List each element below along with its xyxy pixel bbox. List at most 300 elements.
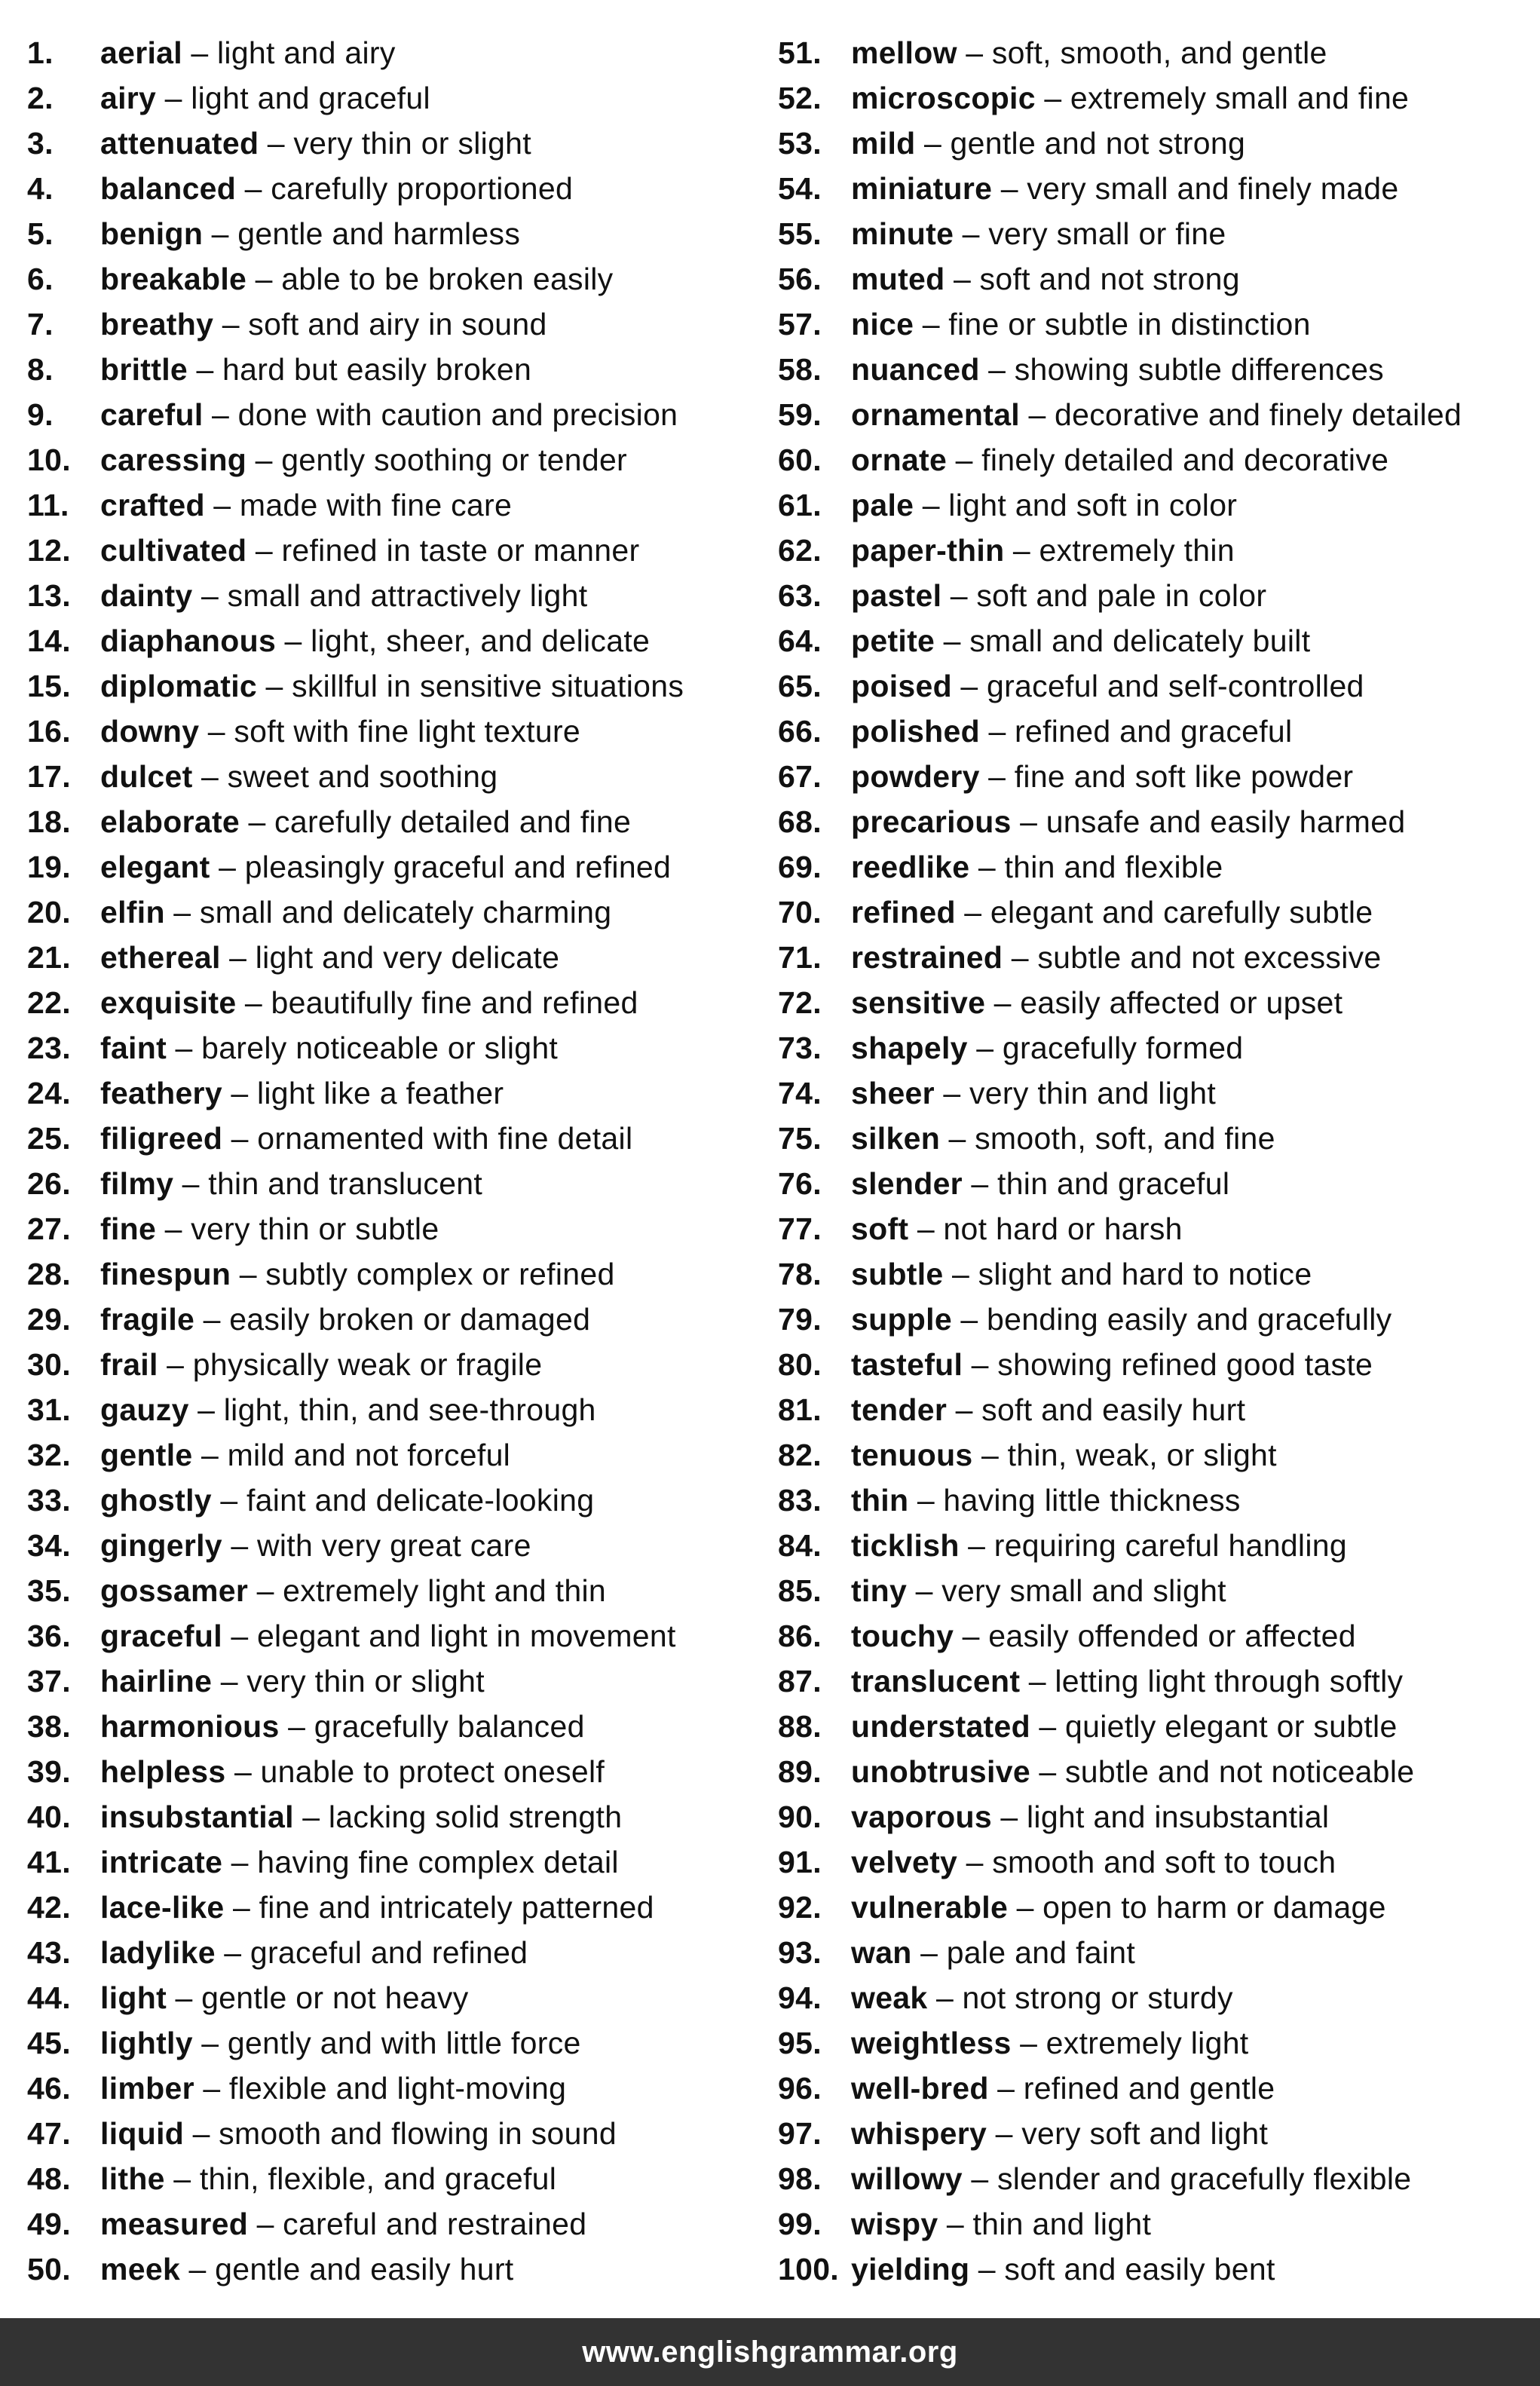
item-separator: – xyxy=(244,985,263,1020)
item-separator: – xyxy=(164,81,182,115)
item-separator: – xyxy=(255,443,273,477)
item-word: reedlike xyxy=(851,850,970,884)
item-number: 39. xyxy=(27,1754,71,1789)
item-number: 78. xyxy=(778,1257,822,1291)
item-number: 23. xyxy=(27,1031,71,1065)
item-separator: – xyxy=(239,1257,257,1291)
item-word: gossamer xyxy=(100,1573,249,1608)
item-definition: very small and finely made xyxy=(1027,171,1399,206)
item-number: 19. xyxy=(27,850,71,884)
list-item xyxy=(778,844,1532,890)
item-word: powdery xyxy=(851,759,980,794)
item-definition: barely noticeable or slight xyxy=(201,1031,559,1065)
list-item xyxy=(778,121,1532,166)
item-separator: – xyxy=(922,488,940,522)
list-item xyxy=(27,166,758,211)
item-separator: – xyxy=(182,1166,200,1201)
item-number: 90. xyxy=(778,1799,822,1834)
item-word: mild xyxy=(851,126,916,161)
item-word: translucent xyxy=(851,1664,1021,1698)
item-definition: letting light through softly xyxy=(1055,1664,1404,1698)
item-number: 46. xyxy=(27,2071,71,2106)
item-definition: showing subtle differences xyxy=(1014,352,1384,387)
item-definition: hard but easily broken xyxy=(222,352,532,387)
list-item xyxy=(27,437,758,482)
list-item xyxy=(778,1478,1532,1523)
item-definition: gently and with little force xyxy=(227,2026,581,2060)
item-word: limber xyxy=(100,2071,194,2106)
item-number: 56. xyxy=(778,262,822,296)
item-word: well-bred xyxy=(851,2071,989,2106)
item-definition: thin and graceful xyxy=(997,1166,1230,1201)
item-number: 82. xyxy=(778,1438,822,1472)
item-definition: elegant and carefully subtle xyxy=(990,895,1373,930)
item-number: 76. xyxy=(778,1166,822,1201)
item-definition: showing refined good taste xyxy=(997,1347,1373,1382)
item-separator: – xyxy=(231,1121,249,1156)
item-word: light xyxy=(100,1980,167,2015)
list-item xyxy=(27,121,758,166)
list-item xyxy=(27,1432,758,1478)
item-definition: quietly elegant or subtle xyxy=(1065,1709,1398,1744)
item-word: dulcet xyxy=(100,759,193,794)
item-separator: – xyxy=(976,1031,994,1065)
item-number: 59. xyxy=(778,397,822,432)
item-definition: unable to protect oneself xyxy=(260,1754,605,1789)
list-item xyxy=(778,2156,1532,2201)
item-separator: – xyxy=(915,1573,933,1608)
item-word: poised xyxy=(851,669,952,703)
list-item xyxy=(778,1839,1532,1885)
item-number: 55. xyxy=(778,216,822,251)
item-definition: lacking solid strength xyxy=(328,1799,623,1834)
item-word: frail xyxy=(100,1347,158,1382)
item-separator: – xyxy=(1039,1754,1057,1789)
item-number: 30. xyxy=(27,1347,71,1382)
item-number: 38. xyxy=(27,1709,71,1744)
item-definition: easily broken or damaged xyxy=(229,1302,591,1337)
item-definition: fine and intricately patterned xyxy=(259,1890,654,1925)
list-item xyxy=(27,799,758,844)
item-word: airy xyxy=(100,81,157,115)
item-definition: beautifully fine and refined xyxy=(271,985,638,1020)
item-separator: – xyxy=(1012,533,1031,568)
item-separator: – xyxy=(224,1935,242,1970)
list-item xyxy=(27,482,758,528)
item-word: graceful xyxy=(100,1619,222,1653)
item-definition: soft and easily hurt xyxy=(981,1392,1246,1427)
item-separator: – xyxy=(201,759,219,794)
item-number: 47. xyxy=(27,2116,71,2151)
item-definition: light and very delicate xyxy=(255,940,560,975)
list-item xyxy=(778,1975,1532,2020)
item-number: 84. xyxy=(778,1528,822,1563)
item-word: benign xyxy=(100,216,204,251)
item-word: precarious xyxy=(851,804,1012,839)
list-item xyxy=(778,211,1532,256)
item-number: 2. xyxy=(27,81,54,115)
item-word: balanced xyxy=(100,171,237,206)
item-number: 93. xyxy=(778,1935,822,1970)
item-definition: very thin or slight xyxy=(293,126,531,161)
item-separator: – xyxy=(173,2161,191,2196)
list-item xyxy=(27,2201,758,2247)
item-word: understated xyxy=(851,1709,1030,1744)
item-number: 10. xyxy=(27,443,71,477)
list-item xyxy=(27,1568,758,1613)
item-word: thin xyxy=(851,1483,909,1518)
item-definition: fine and soft like powder xyxy=(1014,759,1354,794)
list-item xyxy=(778,1342,1532,1387)
item-word: whispery xyxy=(851,2116,987,2151)
item-separator: – xyxy=(196,352,214,387)
list-item xyxy=(778,2111,1532,2156)
item-definition: subtly complex or refined xyxy=(265,1257,615,1291)
item-definition: extremely thin xyxy=(1039,533,1235,568)
item-word: vaporous xyxy=(851,1799,992,1834)
item-word: mellow xyxy=(851,35,957,70)
item-separator: – xyxy=(1044,81,1062,115)
item-word: faint xyxy=(100,1031,167,1065)
item-number: 57. xyxy=(778,307,822,342)
item-definition: graceful and refined xyxy=(250,1935,528,1970)
item-number: 92. xyxy=(778,1890,822,1925)
list-item xyxy=(27,1749,758,1794)
item-number: 97. xyxy=(778,2116,822,2151)
item-word: filigreed xyxy=(100,1121,223,1156)
list-item xyxy=(27,2066,758,2111)
item-separator: – xyxy=(175,1031,193,1065)
item-definition: having fine complex detail xyxy=(257,1845,619,1879)
item-definition: gentle and not strong xyxy=(950,126,1246,161)
list-item xyxy=(27,2247,758,2292)
item-definition: subtle and not noticeable xyxy=(1064,1754,1415,1789)
item-separator: – xyxy=(220,1664,238,1698)
item-word: gauzy xyxy=(100,1392,189,1427)
item-word: filmy xyxy=(100,1166,174,1201)
list-item xyxy=(27,935,758,980)
item-separator: – xyxy=(219,850,237,884)
item-number: 72. xyxy=(778,985,822,1020)
list-item xyxy=(27,2156,758,2201)
item-separator: – xyxy=(1020,2026,1038,2060)
list-item xyxy=(27,1251,758,1297)
list-item xyxy=(27,528,758,573)
item-definition: fine or subtle in distinction xyxy=(948,307,1311,342)
footer-bar xyxy=(0,2318,1540,2386)
item-separator: – xyxy=(234,1754,253,1789)
item-separator: – xyxy=(1000,1799,1018,1834)
item-separator: – xyxy=(173,895,191,930)
item-separator: – xyxy=(995,2116,1013,2151)
item-number: 67. xyxy=(778,759,822,794)
item-word: ghostly xyxy=(100,1483,212,1518)
item-definition: skillful in sensitive situations xyxy=(292,669,684,703)
item-separator: – xyxy=(966,1845,984,1879)
item-word: wispy xyxy=(851,2207,938,2241)
item-word: meek xyxy=(100,2252,181,2286)
item-separator: – xyxy=(201,1438,219,1472)
item-word: diaphanous xyxy=(100,623,277,658)
item-separator: – xyxy=(988,714,1006,749)
item-word: lithe xyxy=(100,2161,165,2196)
item-definition: extremely light and thin xyxy=(283,1573,606,1608)
item-separator: – xyxy=(922,307,940,342)
item-number: 16. xyxy=(27,714,71,749)
item-number: 17. xyxy=(27,759,71,794)
item-definition: pleasingly graceful and refined xyxy=(244,850,672,884)
item-separator: – xyxy=(952,1257,970,1291)
item-number: 21. xyxy=(27,940,71,975)
item-number: 58. xyxy=(778,352,822,387)
item-definition: thin, flexible, and graceful xyxy=(199,2161,557,2196)
item-number: 49. xyxy=(27,2207,71,2241)
item-definition: smooth and flowing in sound xyxy=(219,2116,617,2151)
item-separator: – xyxy=(988,759,1006,794)
item-number: 79. xyxy=(778,1302,822,1337)
list-item xyxy=(27,1704,758,1749)
list-item xyxy=(778,1749,1532,1794)
item-word: crafted xyxy=(100,488,205,522)
list-item xyxy=(778,1161,1532,1206)
item-separator: – xyxy=(968,1528,986,1563)
item-number: 9. xyxy=(27,397,54,432)
list-item xyxy=(27,1297,758,1342)
item-separator: – xyxy=(917,1483,935,1518)
item-number: 65. xyxy=(778,669,822,703)
item-word: downy xyxy=(100,714,200,749)
item-word: slender xyxy=(851,1166,963,1201)
item-number: 66. xyxy=(778,714,822,749)
item-separator: – xyxy=(948,1121,966,1156)
item-definition: flexible and light-moving xyxy=(228,2071,567,2106)
item-number: 51. xyxy=(778,35,822,70)
item-separator: – xyxy=(267,126,285,161)
item-definition: slight and hard to notice xyxy=(978,1257,1312,1291)
list-item xyxy=(778,256,1532,302)
item-number: 20. xyxy=(27,895,71,930)
item-word: sensitive xyxy=(851,985,986,1020)
item-definition: not hard or harsh xyxy=(943,1211,1183,1246)
item-word: cultivated xyxy=(100,533,247,568)
item-definition: light, thin, and see-through xyxy=(223,1392,596,1427)
list-item xyxy=(778,392,1532,437)
item-separator: – xyxy=(955,1392,973,1427)
list-item xyxy=(778,2201,1532,2247)
item-number: 26. xyxy=(27,1166,71,1201)
item-separator: – xyxy=(978,2252,996,2286)
item-word: elfin xyxy=(100,895,165,930)
item-number: 85. xyxy=(778,1573,822,1608)
list-item xyxy=(778,1523,1532,1568)
item-separator: – xyxy=(971,1166,989,1201)
item-definition: gentle or not heavy xyxy=(201,1980,469,2015)
item-word: restrained xyxy=(851,940,1003,975)
item-separator: – xyxy=(284,623,302,658)
list-item xyxy=(27,890,758,935)
item-definition: able to be broken easily xyxy=(281,262,614,296)
item-separator: – xyxy=(988,352,1006,387)
item-word: nuanced xyxy=(851,352,980,387)
item-word: attenuated xyxy=(100,126,259,161)
item-separator: – xyxy=(953,262,972,296)
item-word: subtle xyxy=(851,1257,944,1291)
item-definition: open to harm or damage xyxy=(1042,1890,1386,1925)
item-word: miniature xyxy=(851,171,993,206)
item-word: tiny xyxy=(851,1573,908,1608)
list-item xyxy=(778,1930,1532,1975)
item-definition: gently soothing or tender xyxy=(281,443,628,477)
item-number: 71. xyxy=(778,940,822,975)
item-number: 52. xyxy=(778,81,822,115)
list-item xyxy=(778,1206,1532,1251)
list-item xyxy=(778,1116,1532,1161)
item-definition: refined and graceful xyxy=(1015,714,1293,749)
item-word: willowy xyxy=(851,2161,963,2196)
footer-url[interactable]: www.englishgrammar.org xyxy=(582,2335,958,2369)
item-number: 37. xyxy=(27,1664,71,1698)
item-word: intricate xyxy=(100,1845,223,1879)
item-separator: – xyxy=(212,397,230,432)
item-number: 63. xyxy=(778,578,822,613)
item-number: 91. xyxy=(778,1845,822,1879)
item-word: supple xyxy=(851,1302,952,1337)
item-separator: – xyxy=(256,1573,274,1608)
list-item xyxy=(778,935,1532,980)
item-separator: – xyxy=(213,488,231,522)
item-definition: very soft and light xyxy=(1021,2116,1269,2151)
item-word: tasteful xyxy=(851,1347,963,1382)
item-separator: – xyxy=(231,1076,249,1110)
item-definition: gentle and harmless xyxy=(237,216,521,251)
item-definition: smooth and soft to touch xyxy=(992,1845,1336,1879)
list-item xyxy=(27,1885,758,1930)
item-definition: carefully detailed and fine xyxy=(274,804,632,839)
list-item xyxy=(27,211,758,256)
list-item xyxy=(27,573,758,618)
item-separator: – xyxy=(920,1935,938,1970)
item-separator: – xyxy=(192,2116,210,2151)
item-definition: easily affected or upset xyxy=(1020,985,1343,1020)
list-item xyxy=(27,1523,758,1568)
item-definition: refined in taste or manner xyxy=(281,533,640,568)
item-definition: light and soft in color xyxy=(948,488,1238,522)
list-item xyxy=(27,392,758,437)
item-word: gingerly xyxy=(100,1528,222,1563)
list-item xyxy=(778,1794,1532,1839)
item-word: lightly xyxy=(100,2026,193,2060)
item-definition: mild and not forceful xyxy=(227,1438,511,1472)
item-definition: done with caution and precision xyxy=(237,397,678,432)
item-number: 94. xyxy=(778,1980,822,2015)
item-definition: soft, smooth, and gentle xyxy=(991,35,1327,70)
item-number: 22. xyxy=(27,985,71,1020)
list-item xyxy=(778,1613,1532,1659)
item-number: 80. xyxy=(778,1347,822,1382)
item-number: 14. xyxy=(27,623,71,658)
list-item xyxy=(778,166,1532,211)
item-number: 88. xyxy=(778,1709,822,1744)
item-separator: – xyxy=(917,1211,935,1246)
item-word: harmonious xyxy=(100,1709,280,1744)
list-item xyxy=(778,1025,1532,1070)
item-word: pastel xyxy=(851,578,942,613)
item-number: 13. xyxy=(27,578,71,613)
item-word: ethereal xyxy=(100,940,221,975)
item-number: 53. xyxy=(778,126,822,161)
item-separator: – xyxy=(966,35,984,70)
item-separator: – xyxy=(231,1528,249,1563)
item-word: minute xyxy=(851,216,954,251)
item-definition: soft and airy in sound xyxy=(248,307,547,342)
item-separator: – xyxy=(1000,171,1018,206)
item-word: fine xyxy=(100,1211,157,1246)
item-separator: – xyxy=(960,669,978,703)
item-word: tenuous xyxy=(851,1438,973,1472)
item-separator: – xyxy=(175,1980,193,2015)
item-number: 95. xyxy=(778,2026,822,2060)
item-number: 44. xyxy=(27,1980,71,2015)
item-word: weak xyxy=(851,1980,928,2015)
item-separator: – xyxy=(203,2071,221,2106)
item-separator: – xyxy=(1028,397,1046,432)
item-definition: careful and restrained xyxy=(283,2207,587,2241)
item-word: breathy xyxy=(100,307,214,342)
item-number: 61. xyxy=(778,488,822,522)
item-number: 86. xyxy=(778,1619,822,1653)
item-word: ticklish xyxy=(851,1528,960,1563)
list-item xyxy=(27,1930,758,1975)
item-number: 4. xyxy=(27,171,54,206)
item-separator: – xyxy=(971,2161,989,2196)
item-word: refined xyxy=(851,895,956,930)
list-item xyxy=(778,709,1532,754)
item-definition: made with fine care xyxy=(239,488,513,522)
item-word: paper-thin xyxy=(851,533,1005,568)
item-definition: very thin or slight xyxy=(246,1664,485,1698)
item-definition: extremely small and fine xyxy=(1070,81,1410,115)
item-number: 42. xyxy=(27,1890,71,1925)
list-item xyxy=(778,482,1532,528)
item-definition: soft and pale in color xyxy=(976,578,1267,613)
item-separator: – xyxy=(978,850,996,884)
item-word: silken xyxy=(851,1121,941,1156)
item-word: measured xyxy=(100,2207,249,2241)
item-definition: graceful and self-controlled xyxy=(986,669,1364,703)
item-definition: requiring careful handling xyxy=(993,1528,1347,1563)
item-definition: thin, weak, or slight xyxy=(1007,1438,1277,1472)
list-item xyxy=(27,256,758,302)
item-number: 31. xyxy=(27,1392,71,1427)
item-separator: – xyxy=(201,2026,219,2060)
item-definition: light and airy xyxy=(217,35,396,70)
item-separator: – xyxy=(203,1302,221,1337)
item-word: diplomatic xyxy=(100,669,258,703)
item-word: insubstantial xyxy=(100,1799,294,1834)
item-number: 34. xyxy=(27,1528,71,1563)
item-number: 48. xyxy=(27,2161,71,2196)
item-definition: light, sheer, and delicate xyxy=(311,623,651,658)
item-separator: – xyxy=(211,216,229,251)
item-number: 7. xyxy=(27,307,54,342)
item-definition: very small and slight xyxy=(941,1573,1226,1608)
item-separator: – xyxy=(1039,1709,1057,1744)
item-number: 64. xyxy=(778,623,822,658)
item-word: exquisite xyxy=(100,985,237,1020)
item-word: muted xyxy=(851,262,945,296)
list-item xyxy=(778,1568,1532,1613)
list-item xyxy=(778,1070,1532,1116)
